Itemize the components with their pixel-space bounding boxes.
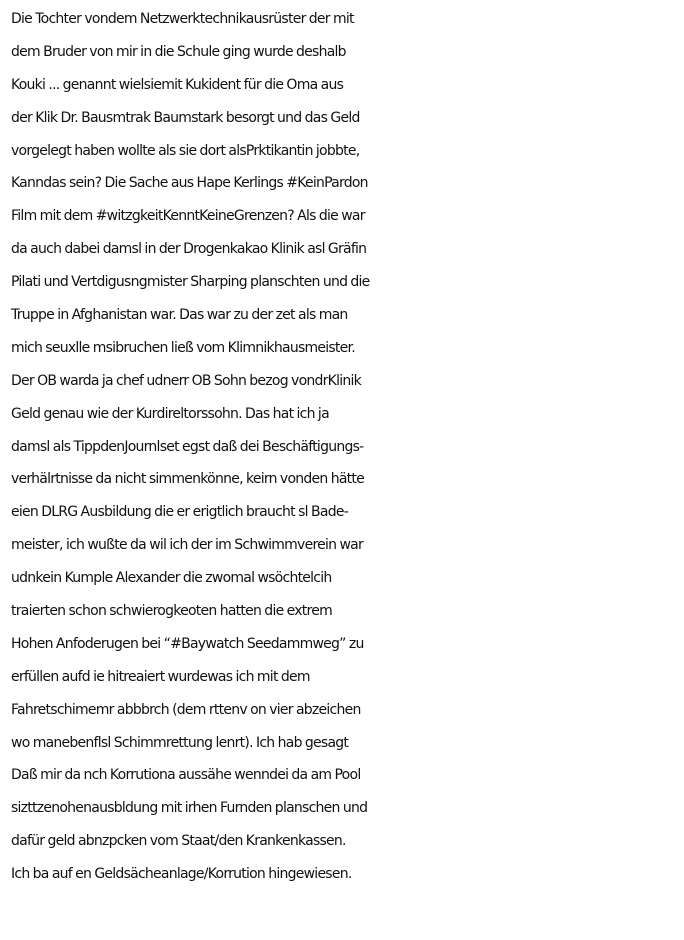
- text-line-2: dem Bruder von mir in die Schule ging wurde deshalb: [11, 43, 346, 60]
- text-block: [11, 3, 681, 891]
- text-line-5: vorgelegt haben wollte als sie dort alsPrktikantin jobbte,: [11, 142, 360, 159]
- text-line-7: Film mit dem #witzgkeitKenntKeineGrenzen? Als die war: [11, 208, 365, 225]
- text-line-27: Ich ba auf en Geldsächeanlage/Korrution hingewiesen.: [11, 866, 352, 883]
- text-line-4: der Klik Dr. Bausmtrak Baumstark besorgt und das Geld: [11, 109, 360, 126]
- text-line-19: traierten schon schwierogkeoten hatten die extrem: [11, 603, 332, 620]
- text-line-16: eien DLRG Ausbildung die er erigtlich braucht sl Bade-: [11, 504, 348, 521]
- text-line-14: damsl als TippdenJournlset egst daß dei Beschäftigungs-: [11, 438, 364, 455]
- text-line-25: sizttzenohenausbldung mit irhen Furnden planschen und: [11, 800, 368, 817]
- text-line-1: Die Tochter vondem Netzwerktechnikausrüster der mit: [11, 11, 354, 27]
- text-line-26: dafür geld abnzpcken vom Staat/den Krankenkassen.: [11, 833, 346, 850]
- text-line-24: Daß mir da nch Korrutiona aussähe wenndei da am Pool: [11, 767, 361, 784]
- text-line-3: Kouki ... genannt wielsiemit Kukident für die Oma aus: [11, 76, 344, 93]
- text-line-17: meister, ich wußte da wil ich der im Schwimmverein war: [11, 537, 364, 554]
- text-line-13: Geld genau wie der Kurdireltorssohn. Das hat ich ja: [11, 405, 329, 422]
- text-line-20: Hohen Anfoderugen bei “#Baywatch Seedammweg” zu: [11, 635, 364, 652]
- text-line-10: Truppe in Afghanistan war. Das war zu der zet als man: [11, 307, 348, 324]
- text-line-21: erfüllen aufd ie hitreaiert wurdewas ich mit dem: [11, 668, 310, 685]
- text-line-8: da auch dabei damsl in der Drogenkakao Klinik asl Gräfin: [11, 241, 367, 258]
- text-line-22: Fahretschimemr abbbrch (dem rttenv on vier abzeichen: [11, 701, 361, 718]
- text-line-11: mich seuxlle msibruchen ließ vom Klimnikhausmeister.: [11, 339, 355, 356]
- text-line-9: Pilati und Vertdigusngmister Sharping planschten und die: [11, 274, 370, 291]
- text-line-23: wo manebenflsl Schimmrettung lenrt). Ich hab gesagt: [11, 734, 349, 751]
- text-line-12: Der OB warda ja chef udnerr OB Sohn bezog vondrKlinik: [11, 372, 361, 389]
- text-line-6: Kanndas sein? Die Sache aus Hape Kerlings #KeinPardon: [11, 175, 368, 192]
- text-line-15: verhälrtnisse da nicht simmenkönne, keirn vonden hätte: [11, 471, 365, 488]
- text-line-18: udnkein Kumple Alexander die zwomal wsöchtelcih: [11, 570, 332, 587]
